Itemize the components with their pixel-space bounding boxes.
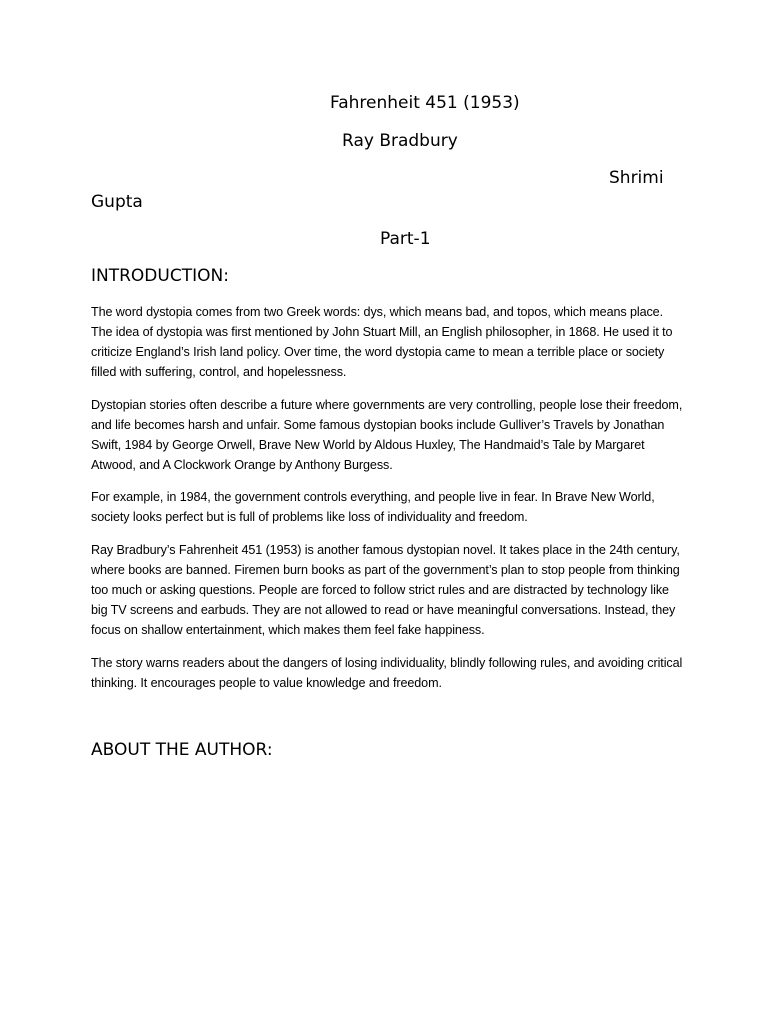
intro-paragraph-4: Ray Bradbury’s Fahrenheit 451 (1953) is another famous dystopian novel. It takes place in the 24th century, where books are banned. Firemen burn books as part of the government’s plan to stop people from thinking too much or asking questions. People are forced to follow strict rules and are distracted by technology like big TV screens and earbuds. They are not allowed to read or have meaningful conversations. Instead, they focus on shallow entertainment, which makes them feel fake happiness. <box>91 543 680 637</box>
student-first-name: Shrimi <box>609 168 664 188</box>
part-label: Part-1 <box>380 229 431 249</box>
intro-paragraph-2: Dystopian stories often describe a future where governments are very controlling, people lose their freedom, and life becomes harsh and unfair. Some famous dystopian books include Gulliver’s Travels by Jonathan Swift, 1984 by George Orwell, Brave New World by Aldous Huxley, The Handmaid’s Tale by Margaret Atwood, and A Clockwork Orange by Anthony Burgess. <box>91 398 683 472</box>
introduction-heading: INTRODUCTION: <box>91 266 229 286</box>
student-last-name: Gupta <box>91 192 143 212</box>
intro-paragraph-1: The word dystopia comes from two Greek words: dys, which means bad, and topos, which means place. The idea of dystopia was first mentioned by John Stuart Mill, an English philosopher, in 1868. He used it to criticize England’s Irish land policy. Over time, the word dystopia came to mean a terrible place or society filled with suffering, control, and hopelessness. <box>91 305 673 379</box>
document-title: Fahrenheit 451 (1953) <box>330 93 520 113</box>
document-author: Ray Bradbury <box>342 131 458 151</box>
intro-paragraph-3: For example, in 1984, the government controls everything, and people live in fear. In Brave New World, society looks perfect but is full of problems like loss of individuality and freedom. <box>91 490 655 524</box>
intro-paragraph-5: The story warns readers about the dangers of losing individuality, blindly following rules, and avoiding critical thinking. It encourages people to value knowledge and freedom. <box>91 656 683 690</box>
about-author-heading: ABOUT THE AUTHOR: <box>91 740 273 760</box>
